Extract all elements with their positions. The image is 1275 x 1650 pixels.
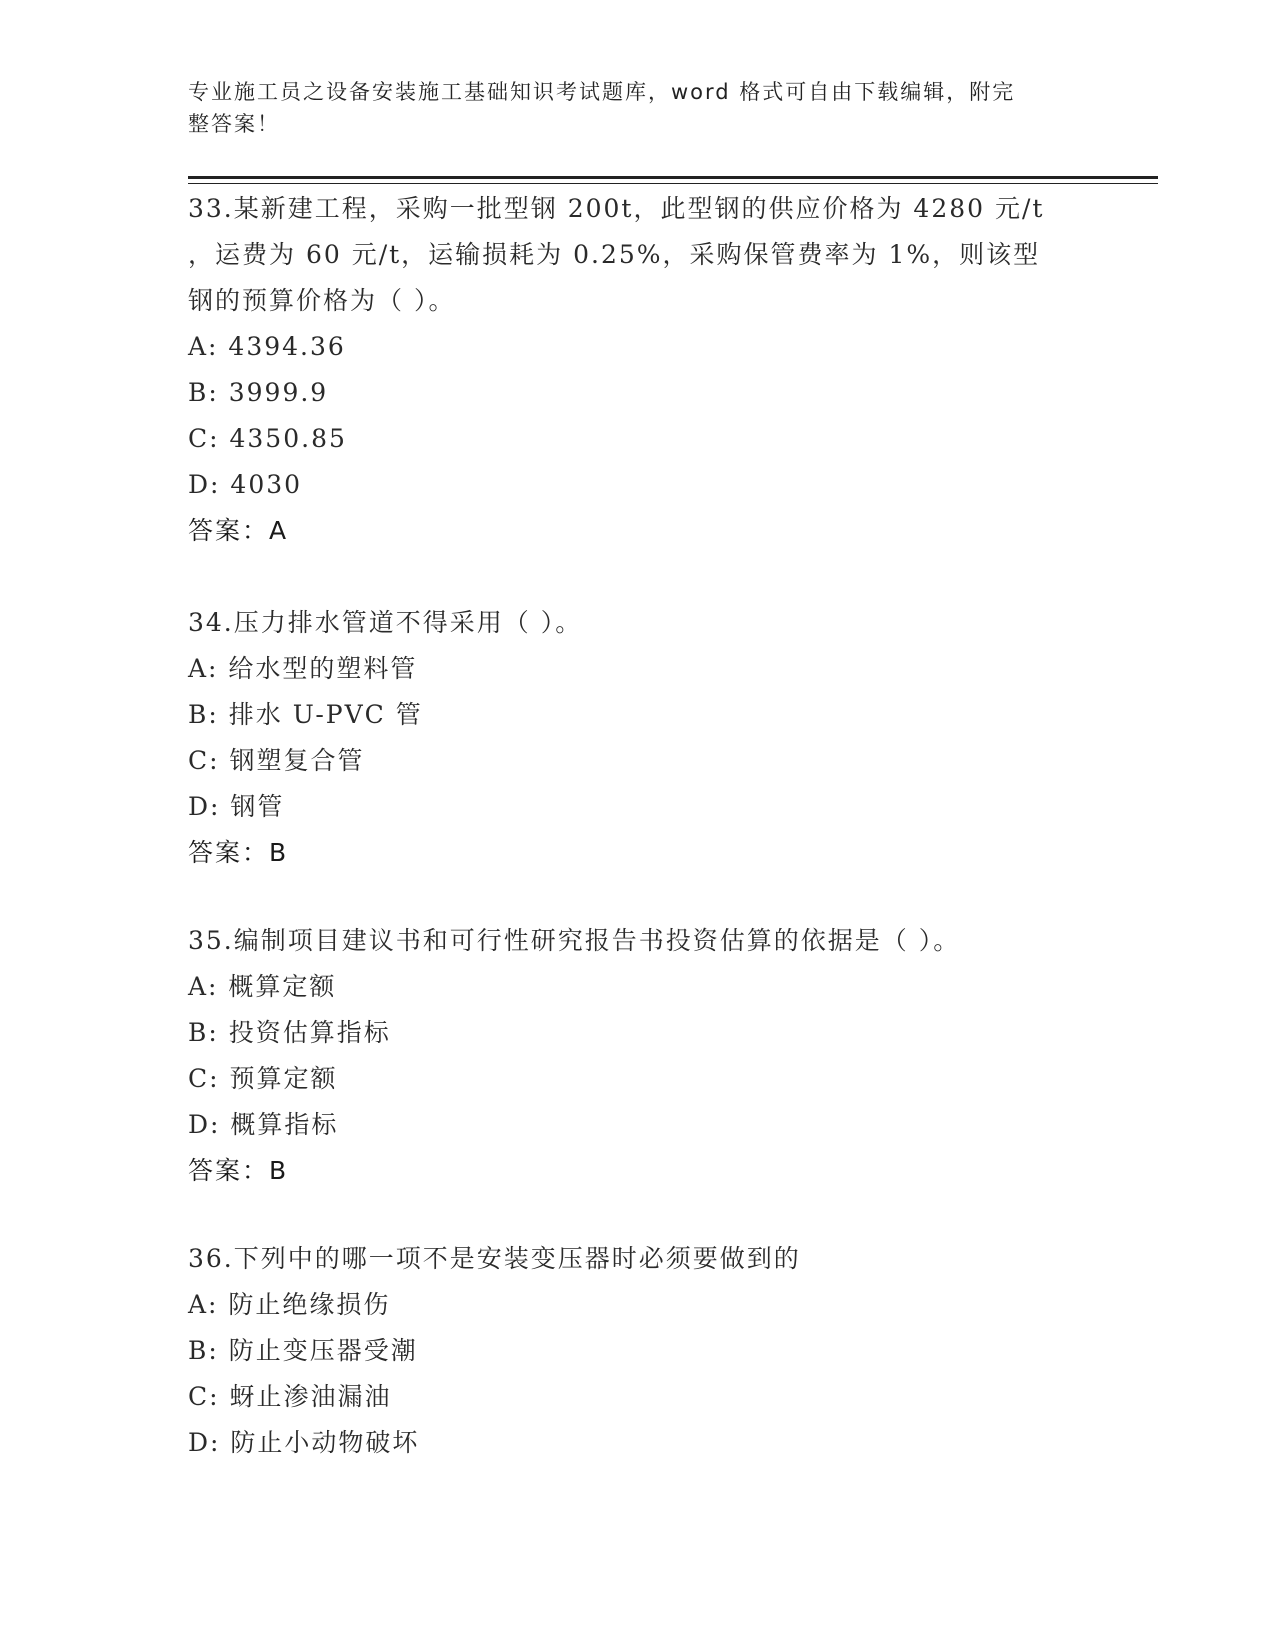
question-stem-line: 33.某新建工程，采购一批型钢 200t，此型钢的供应价格为 4280 元/t [188, 194, 1045, 223]
header-line-1: 专业施工员之设备安装施工基础知识考试题库，word 格式可自由下载编辑，附完 [188, 80, 1016, 104]
option-b: B: 防止变压器受潮 [188, 1336, 418, 1365]
question-stem-line: 34.压力排水管道不得采用（ ）。 [188, 608, 583, 637]
option-b: B: 排水 U-PVC 管 [188, 700, 423, 729]
option-b: B: 投资估算指标 [188, 1018, 391, 1047]
question-33 [188, 186, 1068, 554]
answer-line: 答案：B [188, 838, 289, 867]
answer-line: 答案：A [188, 516, 289, 545]
question-stem-line: 36.下列中的哪一项不是安装变压器时必须要做到的 [188, 1244, 801, 1273]
question-stem-line: 钢的预算价格为（ ）。 [188, 286, 456, 315]
option-d: D: 防止小动物破坏 [188, 1428, 420, 1457]
answer-line: 答案：B [188, 1156, 289, 1185]
document-header [188, 76, 1068, 140]
option-c: C: 预算定额 [188, 1064, 338, 1093]
question-stem-line: ，运费为 60 元/t，运输损耗为 0.25%，采购保管费率为 1%，则该型 [188, 240, 1041, 269]
header-line-2: 整答案！ [188, 112, 280, 136]
question-34 [188, 600, 1068, 876]
option-d: D: 钢管 [188, 792, 285, 821]
option-a: A: 防止绝缘损伤 [188, 1290, 391, 1319]
option-d: D: 概算指标 [188, 1110, 339, 1139]
option-c: C: 钢塑复合管 [188, 746, 365, 775]
question-36 [188, 1236, 1068, 1466]
header-divider-thick [188, 176, 1158, 179]
option-a: A: 给水型的塑料管 [188, 654, 418, 683]
question-stem-line: 35.编制项目建议书和可行性研究报告书投资估算的依据是（ ）。 [188, 926, 961, 955]
question-35 [188, 918, 1068, 1194]
option-a: A: 4394.36 [188, 332, 346, 361]
option-a: A: 概算定额 [188, 972, 337, 1001]
option-d: D: 4030 [188, 470, 303, 499]
option-c: C: 蚜止渗油漏油 [188, 1382, 392, 1411]
option-b: B: 3999.9 [188, 378, 329, 407]
header-divider-thin [188, 183, 1158, 184]
option-c: C: 4350.85 [188, 424, 347, 453]
